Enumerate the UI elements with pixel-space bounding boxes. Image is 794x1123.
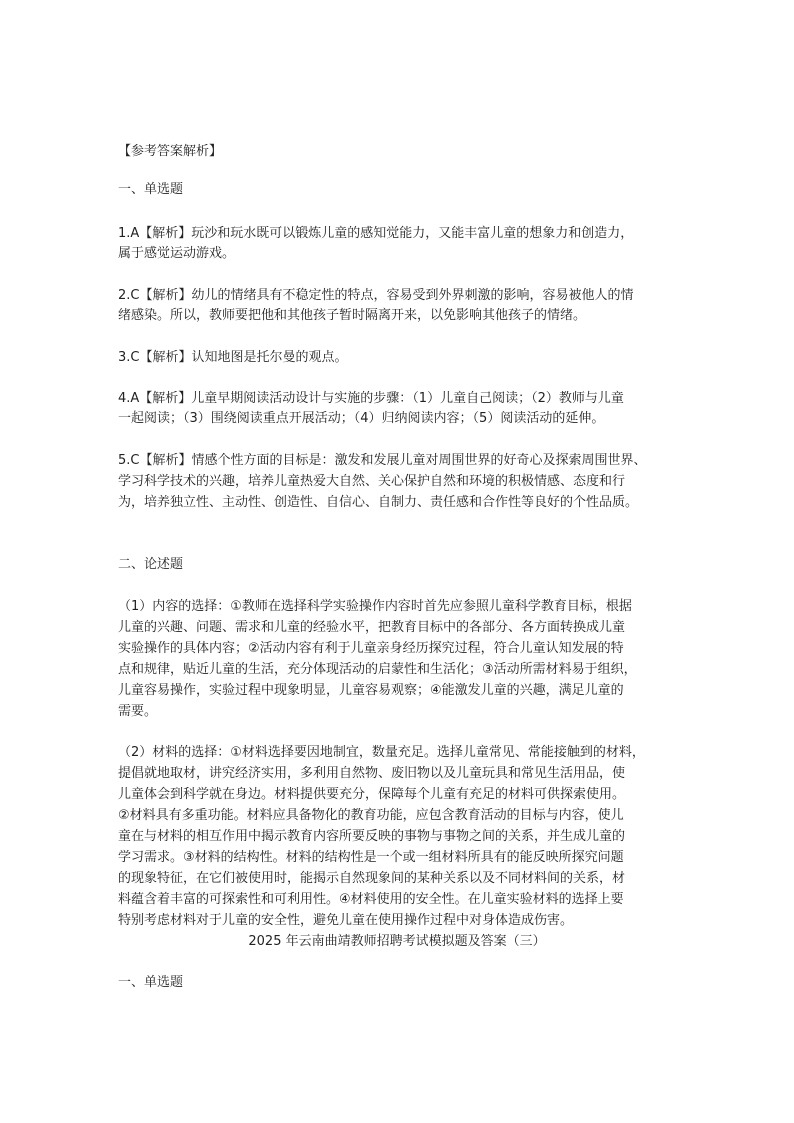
- essay-part-2-line-9: 特别考虑材料对于儿童的安全性，避免儿童在使用操作过程中对身体造成伤害。: [118, 913, 574, 928]
- essay-part-2-line-5: 童在与材料的相互作用中揭示教育内容所要反映的事物与事物之间的关系，并生成儿童的: [118, 829, 626, 844]
- essay-part-2-line-3: 儿童体会到科学就在身边。材料提供要充分，保障每个儿童有充足的材料可供探索使用。: [118, 787, 626, 802]
- essay-part-2-line-7: 的现象特征，在它们被使用时，能揭示自然现象间的某种关系以及不同材料间的关系，材: [118, 871, 626, 886]
- essay-part-1-line-3: 实验操作的具体内容；②活动内容有利于儿童亲身经历探究过程，符合儿童认知发展的特: [118, 641, 624, 656]
- answer-2-line-2: 绪感染。所以，教师要把他和其他孩子暂时隔离开来，以免影响其他孩子的情绪。: [118, 308, 587, 323]
- answer-key-header: 【参考答案解析】: [118, 144, 223, 159]
- essay-part-1-line-1: （1）内容的选择：①教师在选择科学实验操作内容时首先应参照儿童科学教育目标，根据: [118, 599, 632, 614]
- essay-part-2-line-2: 提倡就地取材，讲究经济实用，多利用自然物、废旧物以及儿童玩具和常见生活用品，使: [118, 766, 626, 781]
- essay-part-1-line-4: 点和规律，贴近儿童的生活，充分体现活动的启蒙性和生活化；③活动所需材料易于组织，: [118, 662, 637, 677]
- answer-3-line-1: 3.C【解析】认知地图是托尔曼的观点。: [118, 350, 348, 365]
- essay-part-1-line-2: 儿童的兴趣、问题、需求和儿童的经验水平，把教育目标中的各部分、各方面转换成儿童: [118, 620, 626, 635]
- section-heading-single-choice-next: 一、单选题: [118, 975, 184, 990]
- answer-4-line-2: 一起阅读；（3）围绕阅读重点开展活动；（4）归纳阅读内容；（5）阅读活动的延伸。: [118, 411, 605, 426]
- answer-5-line-3: 为，培养独立性、主动性、创造性、自信心、自制力、责任感和合作性等良好的个性品质。: [118, 495, 639, 510]
- essay-part-1-line-6: 需要。: [118, 704, 158, 719]
- answer-4-line-1: 4.A【解析】儿童早期阅读活动设计与实施的步骤：（1）儿童自己阅读；（2）教师与儿童: [118, 391, 624, 406]
- answer-5-line-2: 学习科学技术的兴趣，培养儿童热爱大自然、关心保护自然和环境的积极情感、态度和行: [118, 474, 626, 489]
- answer-1-line-2: 属于感觉运动游戏。: [118, 246, 236, 261]
- essay-part-2-line-4: ②材料具有多重功能。材料应具备物化的教育功能，应包含教育活动的目标与内容，使儿: [118, 808, 624, 823]
- answer-5-line-1: 5.C【解析】情感个性方面的目标是：激发和发展儿童对周围世界的好奇心及探索周围世界、: [118, 453, 647, 468]
- next-exam-title: 2025 年云南曲靖教师招聘考试模拟题及答案（三）: [248, 934, 546, 949]
- section-heading-essay: 二、论述题: [118, 557, 184, 572]
- essay-part-1-line-5: 儿童容易操作，实验过程中现象明显，儿童容易观察；④能激发儿童的兴趣，满足儿童的: [118, 683, 624, 698]
- essay-part-2-line-8: 料蕴含着丰富的可探索性和可利用性。④材料使用的安全性。在儿童实验材料的选择上要: [118, 892, 624, 907]
- section-heading-single-choice: 一、单选题: [118, 182, 184, 197]
- answer-2-line-1: 2.C【解析】幼儿的情绪具有不稳定性的特点，容易受到外界刺激的影响，容易被他人的情: [118, 288, 634, 303]
- essay-part-2-line-6: 学习需求。③材料的结构性。材料的结构性是一个或一组材料所具有的能反映所探究问题: [118, 850, 624, 865]
- answer-1-line-1: 1.A【解析】玩沙和玩水既可以锻炼儿童的感知觉能力，又能丰富儿童的想象力和创造力，: [118, 226, 634, 241]
- essay-part-2-line-1: （2）材料的选择：①材料选择要因地制宜，数量充足。选择儿童常见、常能接触到的材料，: [118, 745, 645, 760]
